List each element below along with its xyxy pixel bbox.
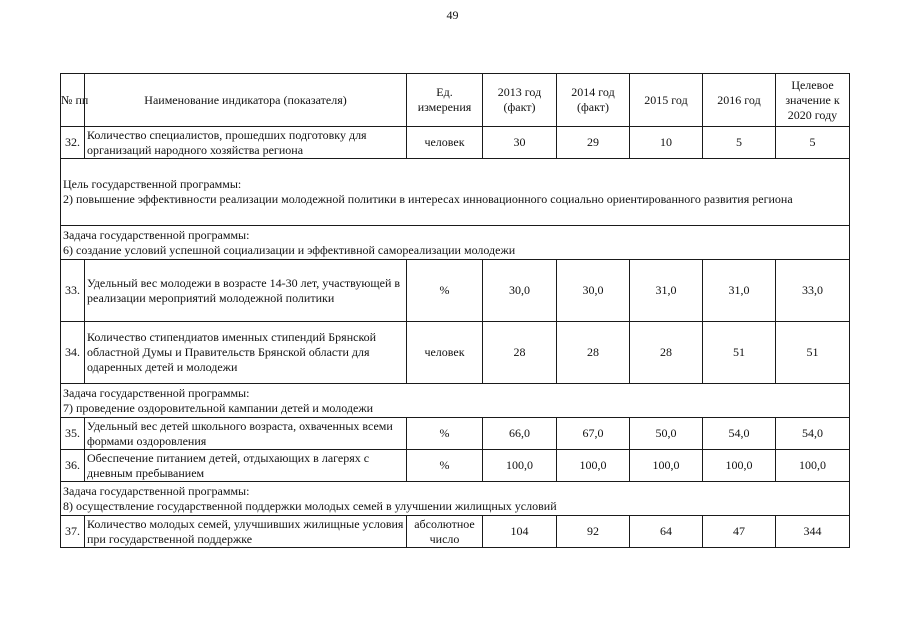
value-2016: 100,0 [703,450,776,482]
section-text: 2) повышение эффективности реализации молодежной политики в интересах инновационного социально ориентированного развития региона [63,192,793,206]
section-row [61,159,850,226]
header-num: № пп [61,74,85,127]
value-target: 54,0 [776,418,850,450]
section-row [61,226,850,260]
unit-cell: % [407,418,483,450]
task-section [61,482,850,516]
value-2013: 28 [483,322,557,384]
section-row [61,482,850,516]
value-2016: 5 [703,127,776,159]
indicators-table [60,73,850,548]
value-2015: 100,0 [630,450,703,482]
row-number: 34. [61,322,85,384]
row-number: 35. [61,418,85,450]
row-number: 37. [61,516,85,548]
value-2014: 67,0 [557,418,630,450]
table-row [61,127,850,159]
task-section [61,226,850,260]
row-number: 33. [61,260,85,322]
header-unit: Ед. измерения [407,74,483,127]
value-2013: 104 [483,516,557,548]
value-2014: 30,0 [557,260,630,322]
task-section [61,384,850,418]
value-2016: 54,0 [703,418,776,450]
value-2015: 28 [630,322,703,384]
value-2013: 30 [483,127,557,159]
section-row [61,384,850,418]
value-target: 344 [776,516,850,548]
value-2014: 29 [557,127,630,159]
value-2013: 66,0 [483,418,557,450]
table-row [61,516,850,548]
table-header-row [61,74,850,127]
value-2015: 10 [630,127,703,159]
page-number: 49 [446,8,459,22]
header-target: Целевое значение к 2020 году [776,74,850,127]
goal-section [61,159,850,226]
section-title: Цель государственной программы: [63,177,242,191]
unit-cell: человек [407,127,483,159]
value-2016: 31,0 [703,260,776,322]
value-2014: 92 [557,516,630,548]
row-number: 32. [61,127,85,159]
value-2015: 31,0 [630,260,703,322]
indicator-name: Количество стипендиатов именных стипендий Брянской областной Думы и Правительств Брянской области для одаренных детей и молодежи [85,322,407,384]
value-target: 51 [776,322,850,384]
indicator-name: Обеспечение питанием детей, отдыхающих в лагерях с дневным пребыванием [85,450,407,482]
unit-cell: человек [407,322,483,384]
indicator-name: Количество молодых семей, улучшивших жилищные условия при государственной поддержке [85,516,407,548]
header-name: Наименование индикатора (показателя) [85,74,407,127]
row-number: 36. [61,450,85,482]
section-title: Задача государственной программы: [63,385,250,400]
value-2016: 51 [703,322,776,384]
value-2013: 30,0 [483,260,557,322]
table-row [61,260,850,322]
header-2013: 2013 год (факт) [483,74,557,127]
value-target: 33,0 [776,260,850,322]
table-row [61,418,850,450]
section-text: 6) создание условий успешной социализации и эффективной самореализации молодежи [63,242,516,257]
indicator-name: Количество специалистов, прошедших подготовку для организаций народного хозяйства региона [85,127,407,159]
header-2015: 2015 год [630,74,703,127]
section-title: Задача государственной программы: [63,227,250,242]
header-2014: 2014 год (факт) [557,74,630,127]
value-2013: 100,0 [483,450,557,482]
value-2015: 64 [630,516,703,548]
table-row [61,322,850,384]
section-title: Задача государственной программы: [63,483,250,498]
value-2015: 50,0 [630,418,703,450]
unit-cell: абсолютное число [407,516,483,548]
value-2016: 47 [703,516,776,548]
value-target: 5 [776,127,850,159]
value-2014: 100,0 [557,450,630,482]
table-row [61,450,850,482]
value-target: 100,0 [776,450,850,482]
unit-cell: % [407,260,483,322]
value-2014: 28 [557,322,630,384]
indicator-name: Удельный вес молодежи в возрасте 14-30 лет, участвующей в реализации мероприятий молодежной политики [85,260,407,322]
indicator-name: Удельный вес детей школьного возраста, охваченных всеми формами оздоровления [85,418,407,450]
section-text: 8) осуществление государственной поддержки молодых семей в улучшении жилищных условий [63,498,557,513]
section-text: 7) проведение оздоровительной кампании детей и молодежи [63,400,374,415]
unit-cell: % [407,450,483,482]
header-2016: 2016 год [703,74,776,127]
